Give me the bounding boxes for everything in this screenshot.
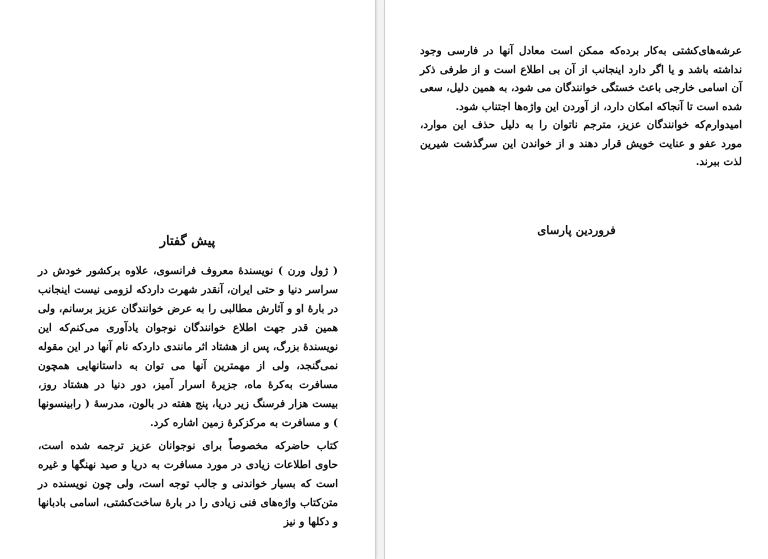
translator-signature: فروردین پارسای — [537, 223, 616, 237]
page-title: پیش گفتار — [159, 234, 216, 249]
page-left — [0, 0, 375, 559]
paragraph: کتاب حاضرکه مخصوصاً برای نوجوانان عزیز ترجمه شده است، حاوی اطلاعات زیادی در مورد مسافرت به دریا و صید نهنگها و غیره است که بسیار خواندنی و جالب توجه است، ولی چون نویسنده در متن‌کتاب واژه‌های فنی زیادی را در بارهٔ ساخت‌کشتی، اسامی بادبانها و دکلها و نیز — [38, 440, 338, 528]
paragraph: ( ژول ورن ) نویسندهٔ معروف فرانسوی، علاوه برکشور خودش در سراسر دنیا و حتی ایران، آنقدر شهرت داردکه لزومی نیست اینجانب در بارهٔ او و آثارش مطالبی را به عرض خوانندگان عزیز برسانم، ولی همین قدر جهت اطلاع خوانندگان نوجوان یادآوری می‌کنم‌که این نویسندهٔ بزرگ، پس از هشتاد اثر مانندی داردکه نام آنها در این مقوله نمی‌گنجد، ولی از مهمترین آنها می توان به داستانهایی همچون مسافرت به‌کرهٔ ماه، جزیرهٔ اسرار آمیز، دور دنیا در هشتاد روز، بیست هزار فرسنگ زیر دریا، پنج هفته در بالون، مدرسهٔ ( رابینسونها ) و مسافرت به مرکزکرهٔ زمین اشاره کرد. — [38, 265, 338, 429]
paragraph: امیدوارم‌که خوانندگان عزیز، مترجم ناتوان را به دلیل حذف این موارد، مورد عفو و عنایت خویش قرار دهند و از خواندن این سرگذشت شیرین لذت ببرند. — [420, 119, 742, 168]
body-text — [38, 262, 338, 532]
body-text — [420, 42, 742, 172]
page-right — [385, 0, 768, 559]
paragraph: عرشه‌های‌کشتی به‌کار برده‌که ممکن است معادل آنها در فارسی وجود نداشته باشد و یا اگر دارد اینجانب از آن بی اطلاع است و از طرفی ذکر آن اسامی خارجی باعث خستگی خوانندگان می شود، به همین دلیل، سعی شده است تا آنجاکه امکان دارد، از آوردن این واژه‌ها اجتناب شود. — [420, 45, 742, 113]
